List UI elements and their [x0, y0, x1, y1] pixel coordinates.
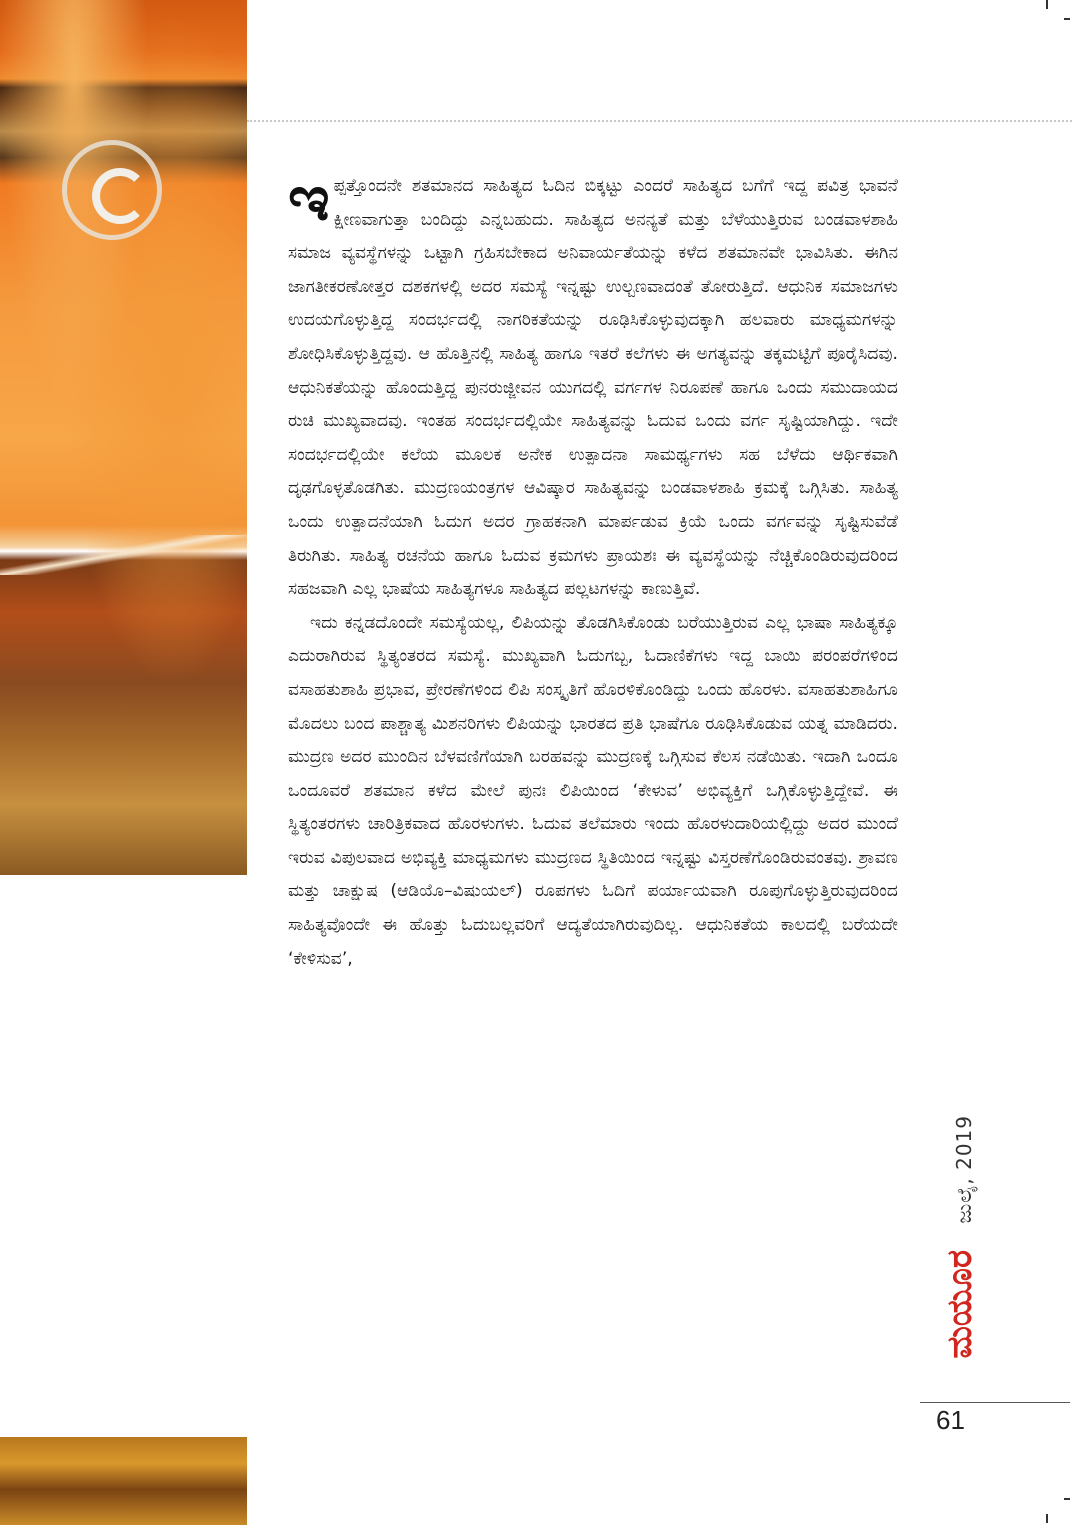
drop-cap: ಇ — [288, 161, 330, 236]
dotted-divider — [247, 120, 1072, 122]
ridge-highlight — [0, 535, 247, 575]
decorative-art-panel-bottom — [0, 1437, 247, 1525]
page-number: 61 — [936, 1405, 965, 1435]
decorative-art-panel — [0, 0, 247, 875]
crop-mark-right — [1064, 18, 1070, 20]
issue-date: ಜುಲೈ, 2019 — [952, 1115, 976, 1224]
paragraph-text: ಪ್ಪತ್ತೊಂದನೇ ಶತಮಾನದ ಸಾಹಿತ್ಯದ ಓದಿನ ಬಿಕ್ಕಟ್ಟು ಎಂದರೆ ಸಾಹಿತ್ಯದ ಬಗೆಗೆ ಇದ್ದ ಪವಿತ್ರ ಭಾವನೆ ಕ್ಷೀಣವಾಗುತ್ತಾ ಬಂದಿದ್ದು ಎನ್ನಬಹುದು. ಸಾಹಿತ್ಯದ ಅನನ್ಯತೆ ಮತ್ತು ಬೆಳೆಯುತ್ತಿರುವ ಬಂಡವಾಳಶಾಹಿ ಸಮಾಜ ವ್ಯವಸ್ಥೆಗಳನ್ನು ಒಟ್ಟಾಗಿ ಗ್ರಹಿಸಬೇಕಾದ ಅನಿವಾರ್ಯತೆಯನ್ನು ಕಳೆದ ಶತಮಾನವೇ ಭಾವಿಸಿತು. ಈಗಿನ ಜಾಗತೀಕರಣೋತ್ತರ ದಶಕಗಳಲ್ಲಿ ಅದರ ಸಮಸ್ಯೆ ಇನ್ನಷ್ಟು ಉಲ್ಬಣವಾದಂತೆ ತೋರುತ್ತಿದೆ. ಆಧುನಿಕ ಸಮಾಜಗಳು ಉದಯಗೊಳ್ಳುತ್ತಿದ್ದ ಸಂದರ್ಭದಲ್ಲಿ ನಾಗರಿಕತೆಯನ್ನು ರೂಢಿಸಿಕೊಳ್ಳುವುದಕ್ಕಾಗಿ ಹಲವಾರು ಮಾಧ್ಯಮಗಳನ್ನು ಶೋಧಿಸಿಕೊಳ್ಳುತ್ತಿದ್ದವು. ಆ ಹೊತ್ತಿನಲ್ಲಿ ಸಾಹಿತ್ಯ ಹಾಗೂ ಇತರೆ ಕಲೆಗಳು ಈ ಅಗತ್ಯವನ್ನು ತಕ್ಕಮಟ್ಟಿಗೆ ಪೂರೈಸಿದವು. ಆಧುನಿಕತೆಯನ್ನು ಹೊಂದುತ್ತಿದ್ದ ಪುನರುಜ್ಜೀವನ ಯುಗದಲ್ಲಿ ವರ್ಗಗಳ ನಿರೂಪಣೆ ಹಾಗೂ ಒಂದು ಸಮುದಾಯದ ರುಚಿ ಮುಖ್ಯವಾದವು. ಇಂತಹ ಸಂದರ್ಭದಲ್ಲಿಯೇ ಸಾಹಿತ್ಯವನ್ನು ಓದುವ ಒಂದು ವರ್ಗ ಸೃಷ್ಟಿಯಾಗಿದ್ದು. ಇದೇ ಸಂದರ್ಭದಲ್ಲಿಯೇ ಕಲೆಯ ಮೂಲಕ ಅನೇಕ ಉತ್ಪಾದನಾ ಸಾಮರ್ಥ್ಯಗಳು ಸಹ ಬೆಳೆದು ಆರ್ಥಿಕವಾಗಿ ದೃಢಗೊಳ್ಳತೊಡಗಿತು. ಮುದ್ರಣಯಂತ್ರಗಳ ಆವಿಷ್ಕಾರ ಸಾಹಿತ್ಯವನ್ನು ಬಂಡವಾಳಶಾಹಿ ಕ್ರಮಕ್ಕೆ ಒಗ್ಗಿಸಿತು. ಸಾಹಿತ್ಯ ಒಂದು ಉತ್ಪಾದನೆಯಾಗಿ ಓದುಗ ಅದರ ಗ್ರಾಹಕನಾಗಿ ಮಾರ್ಪಡುವ ಕ್ರಿಯೆ ಒಂದು ವರ್ಗವನ್ನು ಸೃಷ್ಟಿಸುವೆಡೆ ತಿರುಗಿತು. ಸಾಹಿತ್ಯ ರಚನೆಯ ಹಾಗೂ ಓದುವ ಕ್ರಮಗಳು ಪ್ರಾಯಶಃ ಈ ವ್ಯವಸ್ಥೆಯನ್ನು ನೆಚ್ಚಿಕೊಂಡಿರುವುದರಿಂದ ಸಹಜವಾಗಿ ಎಲ್ಲ ಭಾಷೆಯ ಸಾಹಿತ್ಯಗಳೂ ಸಾಹಿತ್ಯದ ಪಲ್ಲಟಗಳನ್ನು ಕಾಣುತ್ತಿವೆ. — [288, 176, 898, 600]
article-body — [288, 161, 898, 976]
crop-mark-bottom-edge — [1046, 1514, 1048, 1523]
article-paragraph — [288, 161, 898, 607]
crop-mark-bottom — [1064, 1498, 1070, 1500]
article-paragraph: ಇದು ಕನ್ನಡದೊಂದೇ ಸಮಸ್ಯೆಯಲ್ಲ, ಲಿಪಿಯನ್ನು ತೊಡಗಿಸಿಕೊಂಡು ಬರೆಯುತ್ತಿರುವ ಎಲ್ಲ ಭಾಷಾ ಸಾಹಿತ್ಯಕ್ಕೂ ಎದುರಾಗಿರುವ ಸ್ಥಿತ್ಯಂತರದ ಸಮಸ್ಯೆ. ಮುಖ್ಯವಾಗಿ ಓದುಗಬ್ಬ, ಓದಾಣಿಕೆಗಳು ಇದ್ದ ಬಾಯಿ ಪರಂಪರೆಗಳಿಂದ ವಸಾಹತುಶಾಹಿ ಪ್ರಭಾವ, ಪ್ರೇರಣೆಗಳಿಂದ ಲಿಪಿ ಸಂಸ್ಕೃತಿಗೆ ಹೊರಳಿಕೊಂಡಿದ್ದು ಒಂದು ಹೊರಳು. ವಸಾಹತುಶಾಹಿಗೂ ಮೊದಲು ಬಂದ ಪಾಶ್ಚಾತ್ಯ ಮಿಶನರಿಗಳು ಲಿಪಿಯನ್ನು ಭಾರತದ ಪ್ರತಿ ಭಾಷೆಗೂ ರೂಢಿಸಿಕೊಡುವ ಯತ್ನ ಮಾಡಿದರು. ಮುದ್ರಣ ಅದರ ಮುಂದಿನ ಬೆಳವಣಿಗೆಯಾಗಿ ಬರಹವನ್ನು ಮುದ್ರಣಕ್ಕೆ ಒಗ್ಗಿಸುವ ಕೆಲಸ ನಡೆಯಿತು. ಇದಾಗಿ ಒಂದೂ ಒಂದೂವರೆ ಶತಮಾನ ಕಳೆದ ಮೇಲೆ ಪುನಃ ಲಿಪಿಯಿಂದ ‘ಕೇಳುವ’ ಅಭಿವ್ಯಕ್ತಿಗೆ ಒಗ್ಗಿಕೊಳ್ಳುತ್ತಿದ್ದೇವೆ. ಈ ಸ್ಥಿತ್ಯಂತರಗಳು ಚಾರಿತ್ರಿಕವಾದ ಹೊರಳುಗಳು. ಓದುವ ತಲೆಮಾರು ಇಂದು ಹೊರಳುದಾರಿಯಲ್ಲಿದ್ದು ಅದರ ಮುಂದೆ ಇರುವ ವಿಪುಲವಾದ ಅಭಿವ್ಯಕ್ತಿ ಮಾಧ್ಯಮಗಳು ಮುದ್ರಣದ ಸ್ಥಿತಿಯಿಂದ ಇನ್ನಷ್ಟು ವಿಸ್ತರಣೆಗೊಂಡಿರುವಂತವು. ಶ್ರಾವಣ ಮತ್ತು ಚಾಕ್ಷುಷ (ಆಡಿಯೊ–ವಿಷುಯಲ್) ರೂಪಗಳು ಓದಿಗೆ ಪರ್ಯಾಯವಾಗಿ ರೂಪುಗೊಳ್ಳುತ್ತಿರುವುದರಿಂದ ಸಾಹಿತ್ಯವೊಂದೇ ಈ ಹೊತ್ತು ಓದುಬಲ್ಲವರಿಗೆ ಆದ್ಯತೆಯಾಗಿರುವುದಿಲ್ಲ. ಆಧುನಿಕತೆಯ ಕಾಲದಲ್ಲಿ ಬರೆಯದೇ ‘ಕೇಳಿಸುವ’, — [288, 612, 898, 969]
swirl-motif-inner — [92, 168, 148, 224]
magazine-logo: ಮಯೂರ — [940, 1250, 980, 1359]
crop-mark-top — [1046, 0, 1048, 9]
page-number-rule — [920, 1402, 1070, 1403]
